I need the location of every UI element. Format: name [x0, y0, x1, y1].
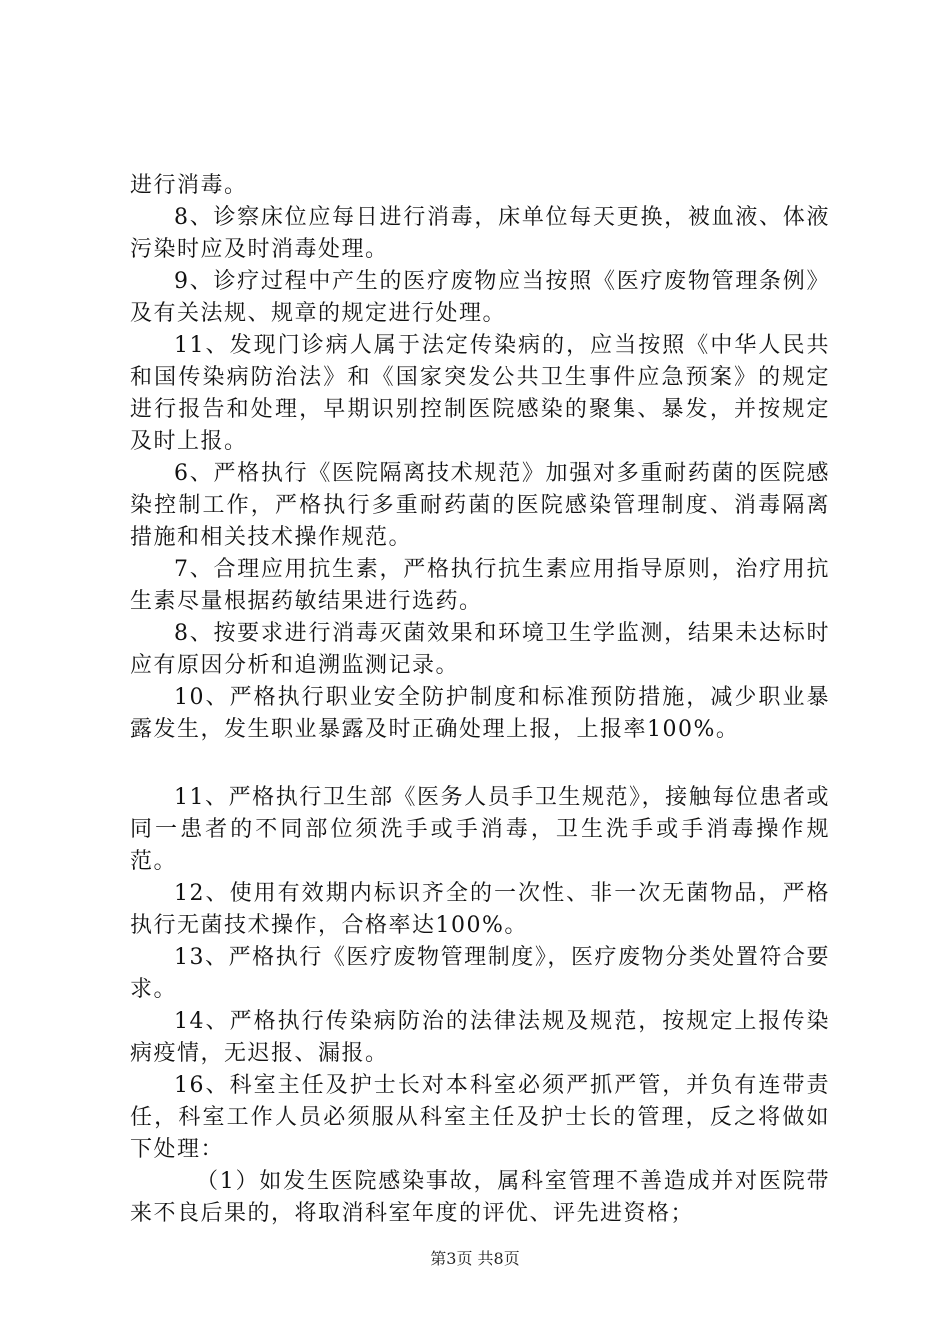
document-body	[130, 170, 830, 1230]
paragraph-gap	[130, 746, 830, 782]
paragraph-item-9-medical-waste: 9、诊疗过程中产生的医疗废物应当按照《医疗废物管理条例》及有关法规、规章的规定进行处理。	[130, 269, 830, 326]
paragraph-item-16-responsibility: 16、科室主任及护士长对本科室必须严抓严管，并负有连带责任，科室工作人员必须服从科室主任及护士长的管理，反之将做如下处理：	[130, 1073, 830, 1162]
page-number-footer: 第3页 共8页	[430, 1249, 520, 1268]
paragraph-item-10-occupational-safety: 10、严格执行职业安全防护制度和标准预防措施，减少职业暴露发生，发生职业暴露及时正确处理上报，上报率100%。	[130, 685, 830, 742]
paragraph-item-8-monitoring: 8、按要求进行消毒灭菌效果和环境卫生学监测，结果未达标时应有原因分析和追溯监测记录。	[130, 621, 830, 678]
paragraph-item-8-bed-disinfection: 8、诊察床位应每日进行消毒，床单位每天更换，被血液、体液污染时应及时消毒处理。	[130, 205, 830, 262]
paragraph-subitem-1-penalty: （1）如发生医院感染事故，属科室管理不善造成并对医院带来不良后果的，将取消科室年度的评优、评先进资格；	[130, 1169, 830, 1226]
paragraph-item-14-epidemic-report: 14、严格执行传染病防治的法律法规及规范，按规定上报传染病疫情，无迟报、漏报。	[130, 1009, 830, 1066]
paragraph-item-12-sterile-items: 12、使用有效期内标识齐全的一次性、非一次无菌物品，严格执行无菌技术操作，合格率达100%。	[130, 881, 830, 938]
paragraph-item-13-waste-policy: 13、严格执行《医疗废物管理制度》，医疗废物分类处置符合要求。	[130, 945, 830, 1002]
paragraph-item-11-infectious-report: 11、发现门诊病人属于法定传染病的，应当按照《中华人民共和国传染病防治法》和《国家突发公共卫生事件应急预案》的规定进行报告和处理，早期识别控制医院感染的聚集、暴发，并按规定及时上报。	[130, 333, 830, 454]
paragraph-continuation: 进行消毒。	[130, 173, 248, 198]
paragraph-item-11-hand-hygiene: 11、严格执行卫生部《医务人员手卫生规范》，接触每位患者或同一患者的不同部位须洗手或手消毒，卫生洗手或手消毒操作规范。	[130, 785, 830, 874]
paragraph-item-7-antibiotics: 7、合理应用抗生素，严格执行抗生素应用指导原则，治疗用抗生素尽量根据药敏结果进行选药。	[130, 557, 830, 614]
paragraph-item-6-isolation: 6、严格执行《医院隔离技术规范》加强对多重耐药菌的医院感染控制工作，严格执行多重耐药菌的医院感染管理制度、消毒隔离措施和相关技术操作规范。	[130, 461, 830, 550]
